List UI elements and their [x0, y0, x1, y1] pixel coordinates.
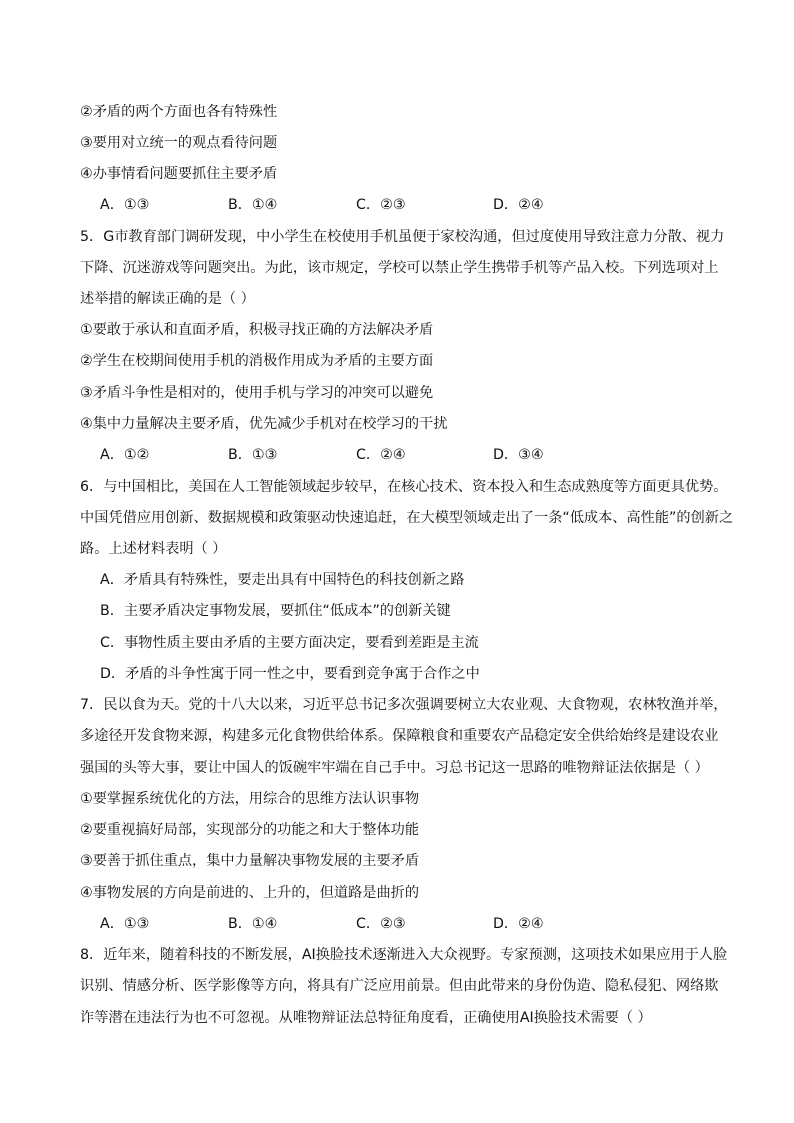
q8-stem-line-2: 识别、情感分析、医学影像等方向，将具有广泛应用前景。但由此带来的身份伪造、隐私侵犯、网络欺	[80, 978, 719, 994]
q5-item-3: ③矛盾斗争性是相对的，使用手机与学习的冲突可以避免	[80, 385, 434, 401]
q6-stem-line-1: 6．与中国相比，美国在人工智能领域起步较早，在核心技术、资本投入和生态成熟度等方面更具优势。	[80, 479, 728, 495]
q4-option-a: A．①③	[100, 197, 150, 213]
q4-option-b: B．①④	[228, 197, 278, 213]
q7-item-3: ③要善于抓住重点，集中力量解决事物发展的主要矛盾	[80, 853, 420, 869]
q6-stem-line-3: 路。上述材料表明（ ）	[80, 541, 227, 557]
q4-option-c: C．②③	[356, 197, 406, 213]
q4-option-d: D．②④	[493, 197, 544, 213]
q5-option-b: B．①③	[228, 447, 278, 463]
q6-option-d: D．矛盾的斗争性寓于同一性之中，要看到竞争寓于合作之中	[100, 666, 480, 682]
q7-item-4: ④事物发展的方向是前进的、上升的，但道路是曲折的	[80, 885, 420, 901]
q7-item-2: ②要重视搞好局部，实现部分的功能之和大于整体功能	[80, 822, 420, 838]
q5-item-4: ④集中力量解决主要矛盾，优先减少手机对在校学习的干扰	[80, 416, 448, 432]
q4-item-2: ②矛盾的两个方面也各有特殊性	[80, 104, 278, 120]
q7-option-d: D．②④	[493, 916, 544, 932]
q4-item-3: ③要用对立统一的观点看待问题	[80, 135, 278, 151]
q7-stem-line-3: 强国的头等大事，要让中国人的饭碗牢牢端在自己手中。习总书记这一思路的唯物辩证法依据是（ ）	[80, 760, 709, 776]
q5-option-c: C．②④	[356, 447, 406, 463]
q8-stem-line-3: 诈等潜在违法行为也不可忽视。从唯物辩证法总特征角度看，正确使用AI换脸技术需要（ ）	[80, 1010, 652, 1026]
q6-stem-line-2: 中国凭借应用创新、数据规模和政策驱动快速追赶，在大模型领域走出了一条“低成本、高性能”的创新之	[80, 510, 734, 526]
q8-stem-line-1: 8．近年来，随着科技的不断发展，AI换脸技术逐渐进入大众视野。专家预测，这项技术如果应用于人脸	[80, 947, 728, 963]
q7-stem-line-1: 7．民以食为天。党的十八大以来，习近平总书记多次强调要树立大农业观、大食物观，农林牧渔并举，	[80, 697, 728, 713]
q5-stem-line-3: 述举措的解读正确的是（ ）	[80, 291, 255, 307]
q7-option-b: B．①④	[228, 916, 278, 932]
q5-item-1: ①要敢于承认和直面矛盾，积极寻找正确的方法解决矛盾	[80, 322, 434, 338]
q6-option-a: A．矛盾具有特殊性，要走出具有中国特色的科技创新之路	[100, 572, 465, 588]
q5-stem-line-2: 下降、沉迷游戏等问题突出。为此，该市规定，学校可以禁止学生携带手机等产品入校。下列选项对上	[80, 260, 719, 276]
q7-option-c: C．②③	[356, 916, 406, 932]
q7-item-1: ①要掌握系统优化的方法，用综合的思维方法认识事物	[80, 791, 420, 807]
q7-option-a: A．①③	[100, 916, 150, 932]
q6-option-b: B．主要矛盾决定事物发展，要抓住“低成本”的创新关键	[100, 603, 451, 619]
q4-item-4: ④办事情看问题要抓住主要矛盾	[80, 166, 278, 182]
q6-option-c: C．事物性质主要由矛盾的主要方面决定，要看到差距是主流	[100, 635, 479, 651]
q5-stem-line-1: 5．G市教育部门调研发现，中小学生在校使用手机虽便于家校沟通，但过度使用导致注意力分散、视力	[80, 229, 725, 245]
q5-option-d: D．③④	[493, 447, 544, 463]
q7-stem-line-2: 多途径开发食物来源，构建多元化食物供给体系。保障粮食和重要农产品稳定安全供给始终是建设农业	[80, 728, 719, 744]
q5-option-a: A．①②	[100, 447, 150, 463]
q5-item-2: ②学生在校期间使用手机的消极作用成为矛盾的主要方面	[80, 353, 434, 369]
